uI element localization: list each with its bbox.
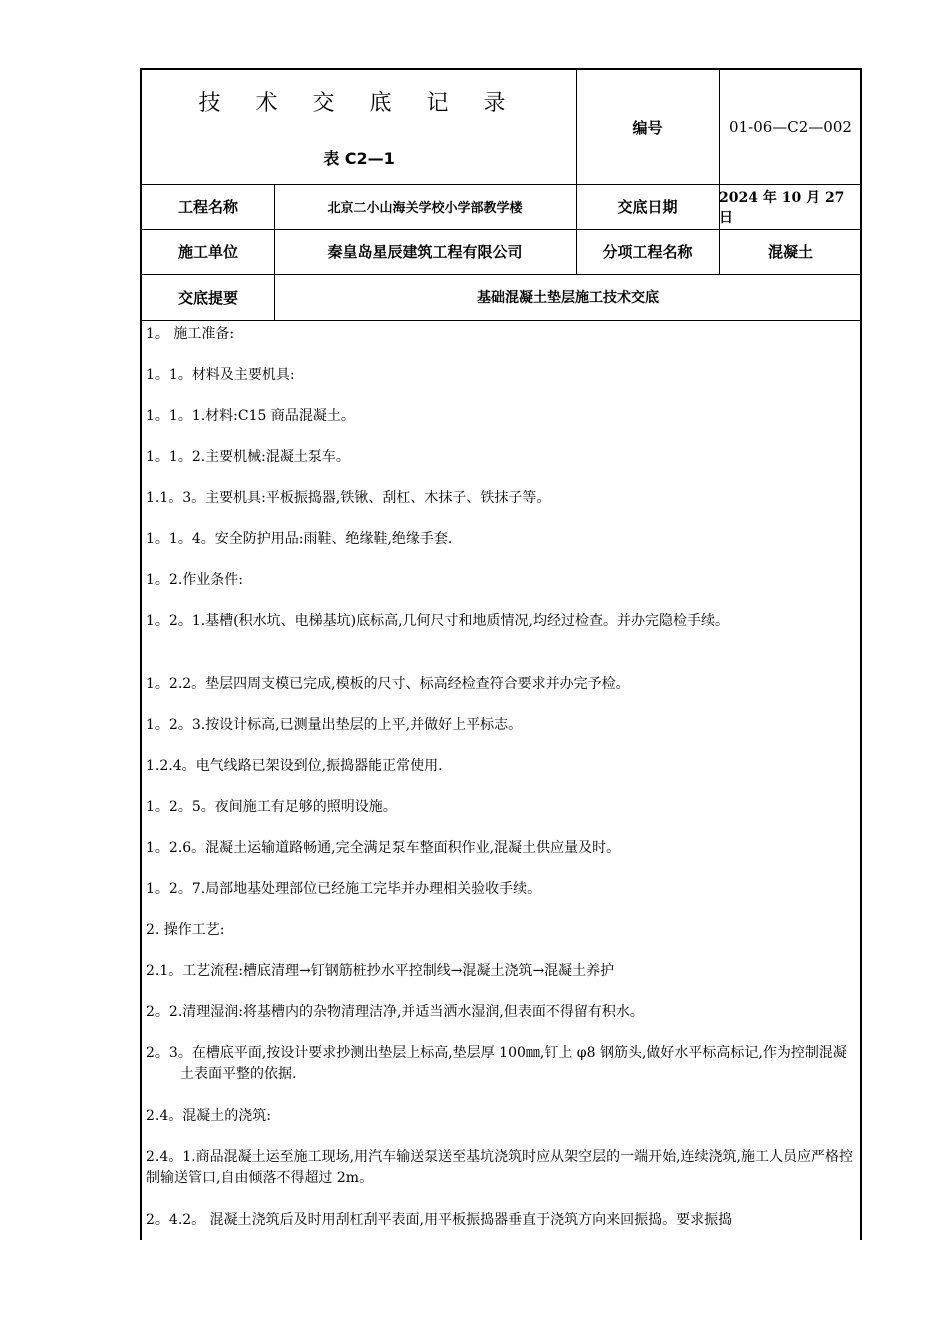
content-line: 1。1。4。安全防护用品:雨鞋、绝缘鞋,绝缘手套. [146, 531, 453, 547]
summary-label: 交底提要 [177, 288, 238, 307]
code-value: 01-06—C2—002 [729, 118, 852, 136]
content-line: 2.1。工艺流程:槽底清理→钉钢筋桩抄水平控制线→混凝土浇筑→混凝土养护 [146, 963, 615, 979]
content-line: 2.4。1.商品混凝土运至施工现场,用汽车输送泵送至基坑浇筑时应从架空层的一端开始,连续浇筑,施工人员应严格控制输送管口,自由倾落不得超过 2m。 [146, 1149, 853, 1186]
date-label: 交底日期 [617, 198, 678, 216]
content-line: 1。2。3.按设计标高,已测量出垫层的上平,并做好上平标志。 [146, 717, 523, 733]
content-line: 1。1。材料及主要机具: [146, 367, 295, 383]
date-value: 2024 年 10 月 27 日 [719, 189, 845, 226]
content-line: 1。2.2。垫层四周支模已完成,模板的尺寸、标高经检查符合要求并办完予检。 [146, 676, 630, 692]
construction-unit-value: 秦皇岛星辰建筑工程有限公司 [327, 243, 523, 261]
code-label: 编号 [632, 118, 663, 137]
content-line: 1。2。7.局部地基处理部位已经施工完毕并办理相关验收手续。 [146, 881, 542, 897]
project-name-label: 工程名称 [177, 198, 238, 216]
content-line: 1。2.作业条件: [146, 572, 243, 588]
row-divider [142, 320, 860, 321]
technical-disclosure-form [140, 68, 862, 1240]
content-line: 1。1。2.主要机械:混凝土泵车。 [146, 449, 350, 465]
content-line: 1。 施工准备: [146, 326, 235, 342]
form-number: 表 C2—1 [323, 149, 395, 168]
construction-unit-label: 施工单位 [177, 243, 238, 261]
subproject-value: 混凝土 [767, 243, 813, 261]
summary-value: 基础混凝土垫层施工技术交底 [477, 290, 659, 306]
content-line: 2. 操作工艺: [146, 922, 225, 938]
document-title: 技 术 交 底 记 录 [198, 91, 520, 116]
subproject-label: 分项工程名称 [602, 243, 693, 261]
content-line: 2。3。在槽底平面,按设计要求抄测出垫层上标高,垫层厚 100㎜,钉上 φ8 钢筋头,做好水平标高标记,作为控制混凝土表面平整的依据. [146, 1045, 847, 1082]
content-line: 2。4.2。 混凝土浇筑后及时用刮杠刮平表面,用平板振捣器垂直于浇筑方向来回振捣。要求振捣 [146, 1212, 733, 1228]
project-name-value: 北京二小山海关学校小学部教学楼 [327, 201, 523, 216]
content-line: 1.2.4。电气线路已架设到位,振捣器能正常使用. [146, 758, 443, 774]
content-line: 1。1。1.材料:C15 商品混凝土。 [146, 408, 355, 424]
content-line: 2。2.清理湿润:将基槽内的杂物清理洁净,并适当洒水湿润,但表面不得留有积水。 [146, 1004, 644, 1020]
content-line: 2.4。混凝土的浇筑: [146, 1108, 271, 1124]
content-line: 1。2.6。混凝土运输道路畅通,完全满足泵车整面积作业,混凝土供应量及时。 [146, 840, 621, 856]
content-line: 1。2。5。夜间施工有足够的照明设施。 [146, 799, 397, 815]
content-line: 1。2。1.基槽(积水坑、电梯基坑)底标高,几何尺寸和地质情况,均经过检查。并办完隐检手续。 [146, 613, 729, 629]
content-line: 1.1。3。主要机具:平板振捣器,铁锹、刮杠、木抹子、铁抹子等。 [146, 490, 551, 506]
